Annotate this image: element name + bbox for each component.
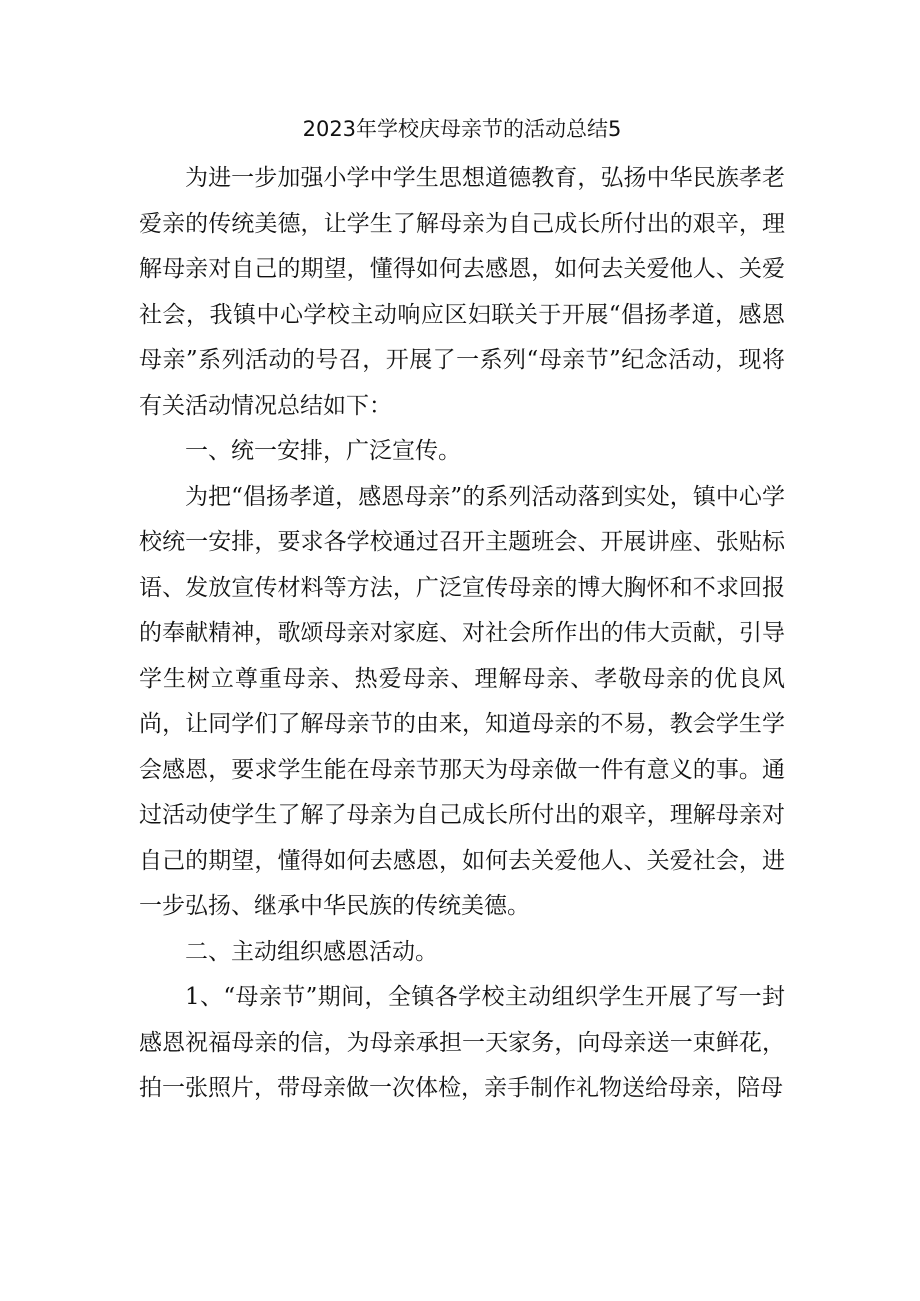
paragraph-section-1: 为把“倡扬孝道，感恩母亲”的系列活动落到实处，镇中心学校统一安排，要求各学校通过召开主题班会、开展讲座、张贴标语、发放宣传材料等方法，广泛宣传母亲的博大胸怀和不求回报的奉献精神，歌颂母亲对家庭、对社会所作出的伟大贡献，引导学生树立尊重母亲、热爱母亲、理解母亲、孝敬母亲的优良风尚，让同学们了解母亲节的由来，知道母亲的不易，教会学生学会感恩，要求学生能在母亲节那天为母亲做一件有意义的事。通过活动使学生了解了母亲为自己成长所付出的艰辛，理解母亲对自己的期望，懂得如何去感恩，如何去关爱他人、关爱社会，进一步弘扬、继承中华民族的传统美德。 (139, 483, 785, 919)
paragraph-intro: 为进一步加强小学中学生思想道德教育，弘扬中华民族孝老爱亲的传统美德，让学生了解母亲为自己成长所付出的艰辛，理解母亲对自己的期望，懂得如何去感恩，如何去关爱他人、关爱社会，我镇中心学校主动响应区妇联关于开展“倡扬孝道，感恩母亲”系列活动的号召，开展了一系列“母亲节”纪念活动，现将有关活动情况总结如下： (139, 165, 785, 419)
paragraph-section-2-item-1: 1、“母亲节”期间，全镇各学校主动组织学生开展了写一封感恩祝福母亲的信，为母亲承担一天家务，向母亲送一束鲜花，拍一张照片，带母亲做一次体检，亲手制作礼物送给母亲，陪母 (139, 984, 785, 1101)
document-page (139, 114, 785, 1112)
section-heading-1: 一、统一安排，广泛宣传。 (185, 438, 461, 464)
document-title: 2023年学校庆母亲节的活动总结5 (302, 117, 622, 141)
section-heading-2: 二、主动组织感恩活动。 (185, 938, 438, 965)
